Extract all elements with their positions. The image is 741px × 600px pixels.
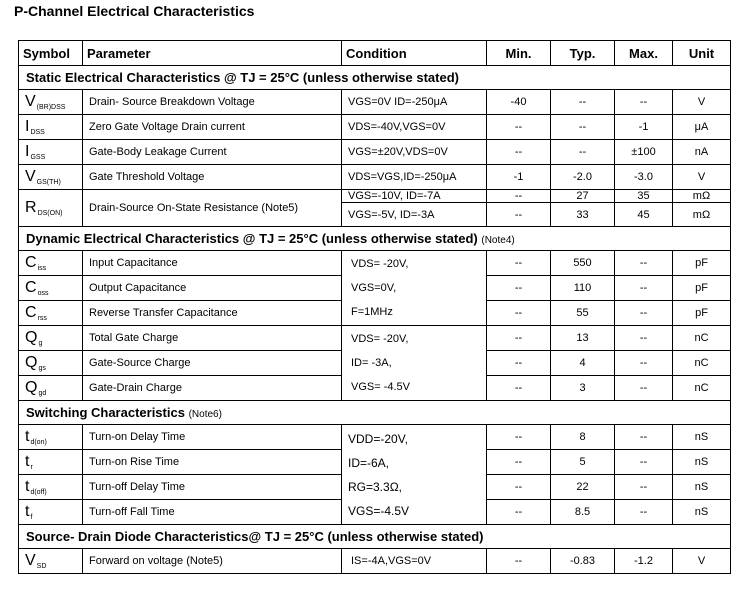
value-cell: 13 (551, 326, 615, 351)
value-cell: nS (673, 475, 731, 500)
section-switching (19, 401, 731, 425)
text-label: Source- Drain Diode Characteristics@ TJ = 25°C (unless otherwise stated) (26, 529, 484, 544)
symbol-subscript: iss (37, 265, 47, 272)
value-cell: 27 (551, 190, 615, 203)
table-row (19, 165, 731, 190)
value-cell: -- (615, 376, 673, 401)
table-row (19, 190, 731, 203)
condition-line: ID= -3A, (351, 357, 392, 369)
value-cell: 8.5 (551, 500, 615, 525)
symbol-subscript: r (30, 464, 33, 471)
parameter-cell: Zero Gate Voltage Drain current (83, 115, 342, 140)
section-static (19, 66, 731, 90)
parameter-cell: Output Capacitance (83, 276, 342, 301)
value-cell: pF (673, 251, 731, 276)
text-label: t (25, 453, 30, 470)
value-cell: nS (673, 450, 731, 475)
condition-cell: IS=-4A,VGS=0V (342, 549, 487, 574)
table-row (19, 425, 731, 450)
text-label: t (25, 428, 30, 445)
value-cell: -- (487, 301, 551, 326)
text-label: t (25, 503, 30, 520)
header-parameter: Parameter (83, 41, 342, 66)
symbol-subscript: (BR)DSS (36, 104, 66, 111)
symbol-cell (19, 500, 83, 525)
symbol-cell (19, 376, 83, 401)
header-min: Min. (487, 41, 551, 66)
condition-line: RG=3.3Ω, (348, 479, 402, 494)
value-cell: nC (673, 326, 731, 351)
value-cell: 550 (551, 251, 615, 276)
value-cell: 33 (551, 203, 615, 227)
value-cell: nA (673, 140, 731, 165)
value-cell (19, 227, 731, 251)
value-cell: -- (487, 115, 551, 140)
text-label: R (25, 199, 37, 216)
value-cell: -- (487, 549, 551, 574)
text-label: Switching Characteristics (26, 405, 185, 420)
condition-line: VDD=-20V, (348, 431, 408, 446)
condition-line: ID=-6A, (348, 455, 390, 470)
value-cell: -- (615, 251, 673, 276)
symbol-cell (19, 165, 83, 190)
symbol-cell (19, 190, 83, 227)
condition-line: F=1MHz (351, 306, 393, 318)
value-cell: -- (615, 475, 673, 500)
value-cell: 35 (615, 190, 673, 203)
characteristics-table (18, 40, 731, 574)
parameter-cell: Turn-on Delay Time (83, 425, 342, 450)
text-label: Dynamic Electrical Characteristics @ TJ = 25°C (unless otherwise stated) (26, 231, 478, 246)
symbol-cell (19, 326, 83, 351)
condition-cell: VGS=0V ID=-250μA (342, 90, 487, 115)
symbol-cell (19, 90, 83, 115)
symbol-cell (19, 549, 83, 574)
symbol-subscript: GSS (30, 154, 46, 161)
section-diode (19, 525, 731, 549)
text-label: Q (25, 354, 38, 371)
header-symbol: Symbol (19, 41, 83, 66)
parameter-cell: Drain- Source Breakdown Voltage (83, 90, 342, 115)
condition-cell: VGS=-10V, ID=-7A (342, 190, 487, 203)
text-label: V (25, 93, 36, 110)
condition-line: VGS=0V, (351, 282, 397, 294)
section-static-label: Static Electrical Characteristics @ TJ = 25°C (unless otherwise stated) (26, 70, 459, 85)
value-cell (19, 401, 731, 425)
table-row (19, 326, 731, 351)
symbol-cell (19, 450, 83, 475)
parameter-cell: Total Gate Charge (83, 326, 342, 351)
value-cell: nC (673, 351, 731, 376)
value-cell: mΩ (673, 203, 731, 227)
text-label: I (25, 118, 30, 135)
value-cell: -- (487, 500, 551, 525)
symbol-subscript: rss (37, 315, 47, 322)
text-label: I (25, 143, 30, 160)
value-cell: -1 (615, 115, 673, 140)
value-cell: -- (487, 351, 551, 376)
symbol-subscript: gd (38, 390, 47, 397)
value-cell: mΩ (673, 190, 731, 203)
parameter-cell: Turn-off Delay Time (83, 475, 342, 500)
symbol-subscript: SD (36, 563, 47, 570)
value-cell: V (673, 90, 731, 115)
value-cell: -- (615, 276, 673, 301)
value-cell: 22 (551, 475, 615, 500)
symbol-subscript: d(on) (30, 439, 47, 446)
value-cell: nS (673, 425, 731, 450)
value-cell: ±100 (615, 140, 673, 165)
parameter-cell: Forward on voltage (Note5) (83, 549, 342, 574)
value-cell: -- (487, 276, 551, 301)
condition-cell: VGS=±20V,VDS=0V (342, 140, 487, 165)
symbol-subscript: f (30, 514, 33, 521)
text-label: C (25, 254, 37, 271)
value-cell: -- (551, 140, 615, 165)
parameter-cell: Input Capacitance (83, 251, 342, 276)
symbol-subscript: GS(TH) (36, 179, 61, 186)
table-row (19, 549, 731, 574)
value-cell: -0.83 (551, 549, 615, 574)
header-typ: Typ. (551, 41, 615, 66)
text-label: Q (25, 329, 38, 346)
symbol-cell (19, 475, 83, 500)
symbol-cell (19, 276, 83, 301)
symbol-cell (19, 301, 83, 326)
value-cell: -- (615, 500, 673, 525)
symbol-cell (19, 425, 83, 450)
value-cell: -40 (487, 90, 551, 115)
table-row (19, 251, 731, 276)
value-cell: 55 (551, 301, 615, 326)
value-cell: V (673, 165, 731, 190)
text-label: V (25, 552, 36, 569)
value-cell: -- (615, 425, 673, 450)
condition-cell: VDS=VGS,ID=-250μA (342, 165, 487, 190)
symbol-cell (19, 140, 83, 165)
value-cell: -- (615, 301, 673, 326)
value-cell: -- (487, 251, 551, 276)
value-cell: -1.2 (615, 549, 673, 574)
value-cell: -- (487, 475, 551, 500)
parameter-cell: Gate-Body Leakage Current (83, 140, 342, 165)
text-label: Q (25, 379, 38, 396)
parameter-cell: Gate Threshold Voltage (83, 165, 342, 190)
section-dynamic (19, 227, 731, 251)
value-cell: 4 (551, 351, 615, 376)
value-cell: pF (673, 276, 731, 301)
symbol-subscript: DS(ON) (37, 210, 63, 217)
value-cell: 45 (615, 203, 673, 227)
parameter-cell: Turn-on Rise Time (83, 450, 342, 475)
value-cell: μA (673, 115, 731, 140)
parameter-cell: Gate-Drain Charge (83, 376, 342, 401)
switching-condition (342, 425, 487, 525)
capacitance-condition (342, 251, 487, 326)
page-title: P-Channel Electrical Characteristics (14, 3, 255, 19)
value-cell: 3 (551, 376, 615, 401)
parameter-cell: Reverse Transfer Capacitance (83, 301, 342, 326)
symbol-subscript: oss (37, 290, 49, 297)
header-unit: Unit (673, 41, 731, 66)
header-row (19, 41, 731, 66)
value-cell: -- (551, 90, 615, 115)
symbol-subscript: g (38, 340, 43, 347)
text-label: C (25, 304, 37, 321)
value-cell: 5 (551, 450, 615, 475)
charge-condition (342, 326, 487, 401)
value-cell: -2.0 (551, 165, 615, 190)
value-cell: -- (615, 326, 673, 351)
value-cell: -- (487, 140, 551, 165)
condition-cell: VDS=-40V,VGS=0V (342, 115, 487, 140)
value-cell: -- (615, 351, 673, 376)
table-row (19, 140, 731, 165)
condition-line: VGS= -4.5V (351, 381, 411, 393)
value-cell: 110 (551, 276, 615, 301)
symbol-cell (19, 251, 83, 276)
symbol-cell (19, 115, 83, 140)
value-cell (19, 66, 731, 90)
condition-line: VGS=-4.5V (348, 503, 410, 518)
value-cell: -- (487, 376, 551, 401)
value-cell (19, 525, 731, 549)
value-cell: pF (673, 301, 731, 326)
value-cell: -- (487, 190, 551, 203)
value-cell: -- (487, 203, 551, 227)
value-cell: -- (615, 450, 673, 475)
header-max: Max. (615, 41, 673, 66)
value-cell: -- (487, 450, 551, 475)
header-condition: Condition (342, 41, 487, 66)
condition-line: VDS= -20V, (351, 258, 409, 270)
value-cell: V (673, 549, 731, 574)
parameter-cell: Turn-off Fall Time (83, 500, 342, 525)
symbol-subscript: d(off) (30, 489, 47, 496)
condition-cell: VGS=-5V, ID=-3A (342, 203, 487, 227)
parameter-cell: Gate-Source Charge (83, 351, 342, 376)
value-cell: -1 (487, 165, 551, 190)
condition-line: VDS= -20V, (351, 333, 409, 345)
value-cell: -- (551, 115, 615, 140)
value-cell: -3.0 (615, 165, 673, 190)
section-note: (Note6) (188, 409, 222, 420)
table-row (19, 115, 731, 140)
text-label: V (25, 168, 36, 185)
value-cell: 8 (551, 425, 615, 450)
value-cell: nS (673, 500, 731, 525)
parameter-cell: Drain-Source On-State Resistance (Note5) (83, 190, 342, 227)
table-row (19, 90, 731, 115)
section-note: (Note4) (481, 235, 515, 246)
symbol-subscript: gs (38, 365, 46, 372)
value-cell: nC (673, 376, 731, 401)
value-cell: -- (615, 90, 673, 115)
value-cell: -- (487, 425, 551, 450)
text-label: t (25, 478, 30, 495)
symbol-subscript: DSS (30, 129, 45, 136)
value-cell: -- (487, 326, 551, 351)
text-label: C (25, 279, 37, 296)
symbol-cell (19, 351, 83, 376)
